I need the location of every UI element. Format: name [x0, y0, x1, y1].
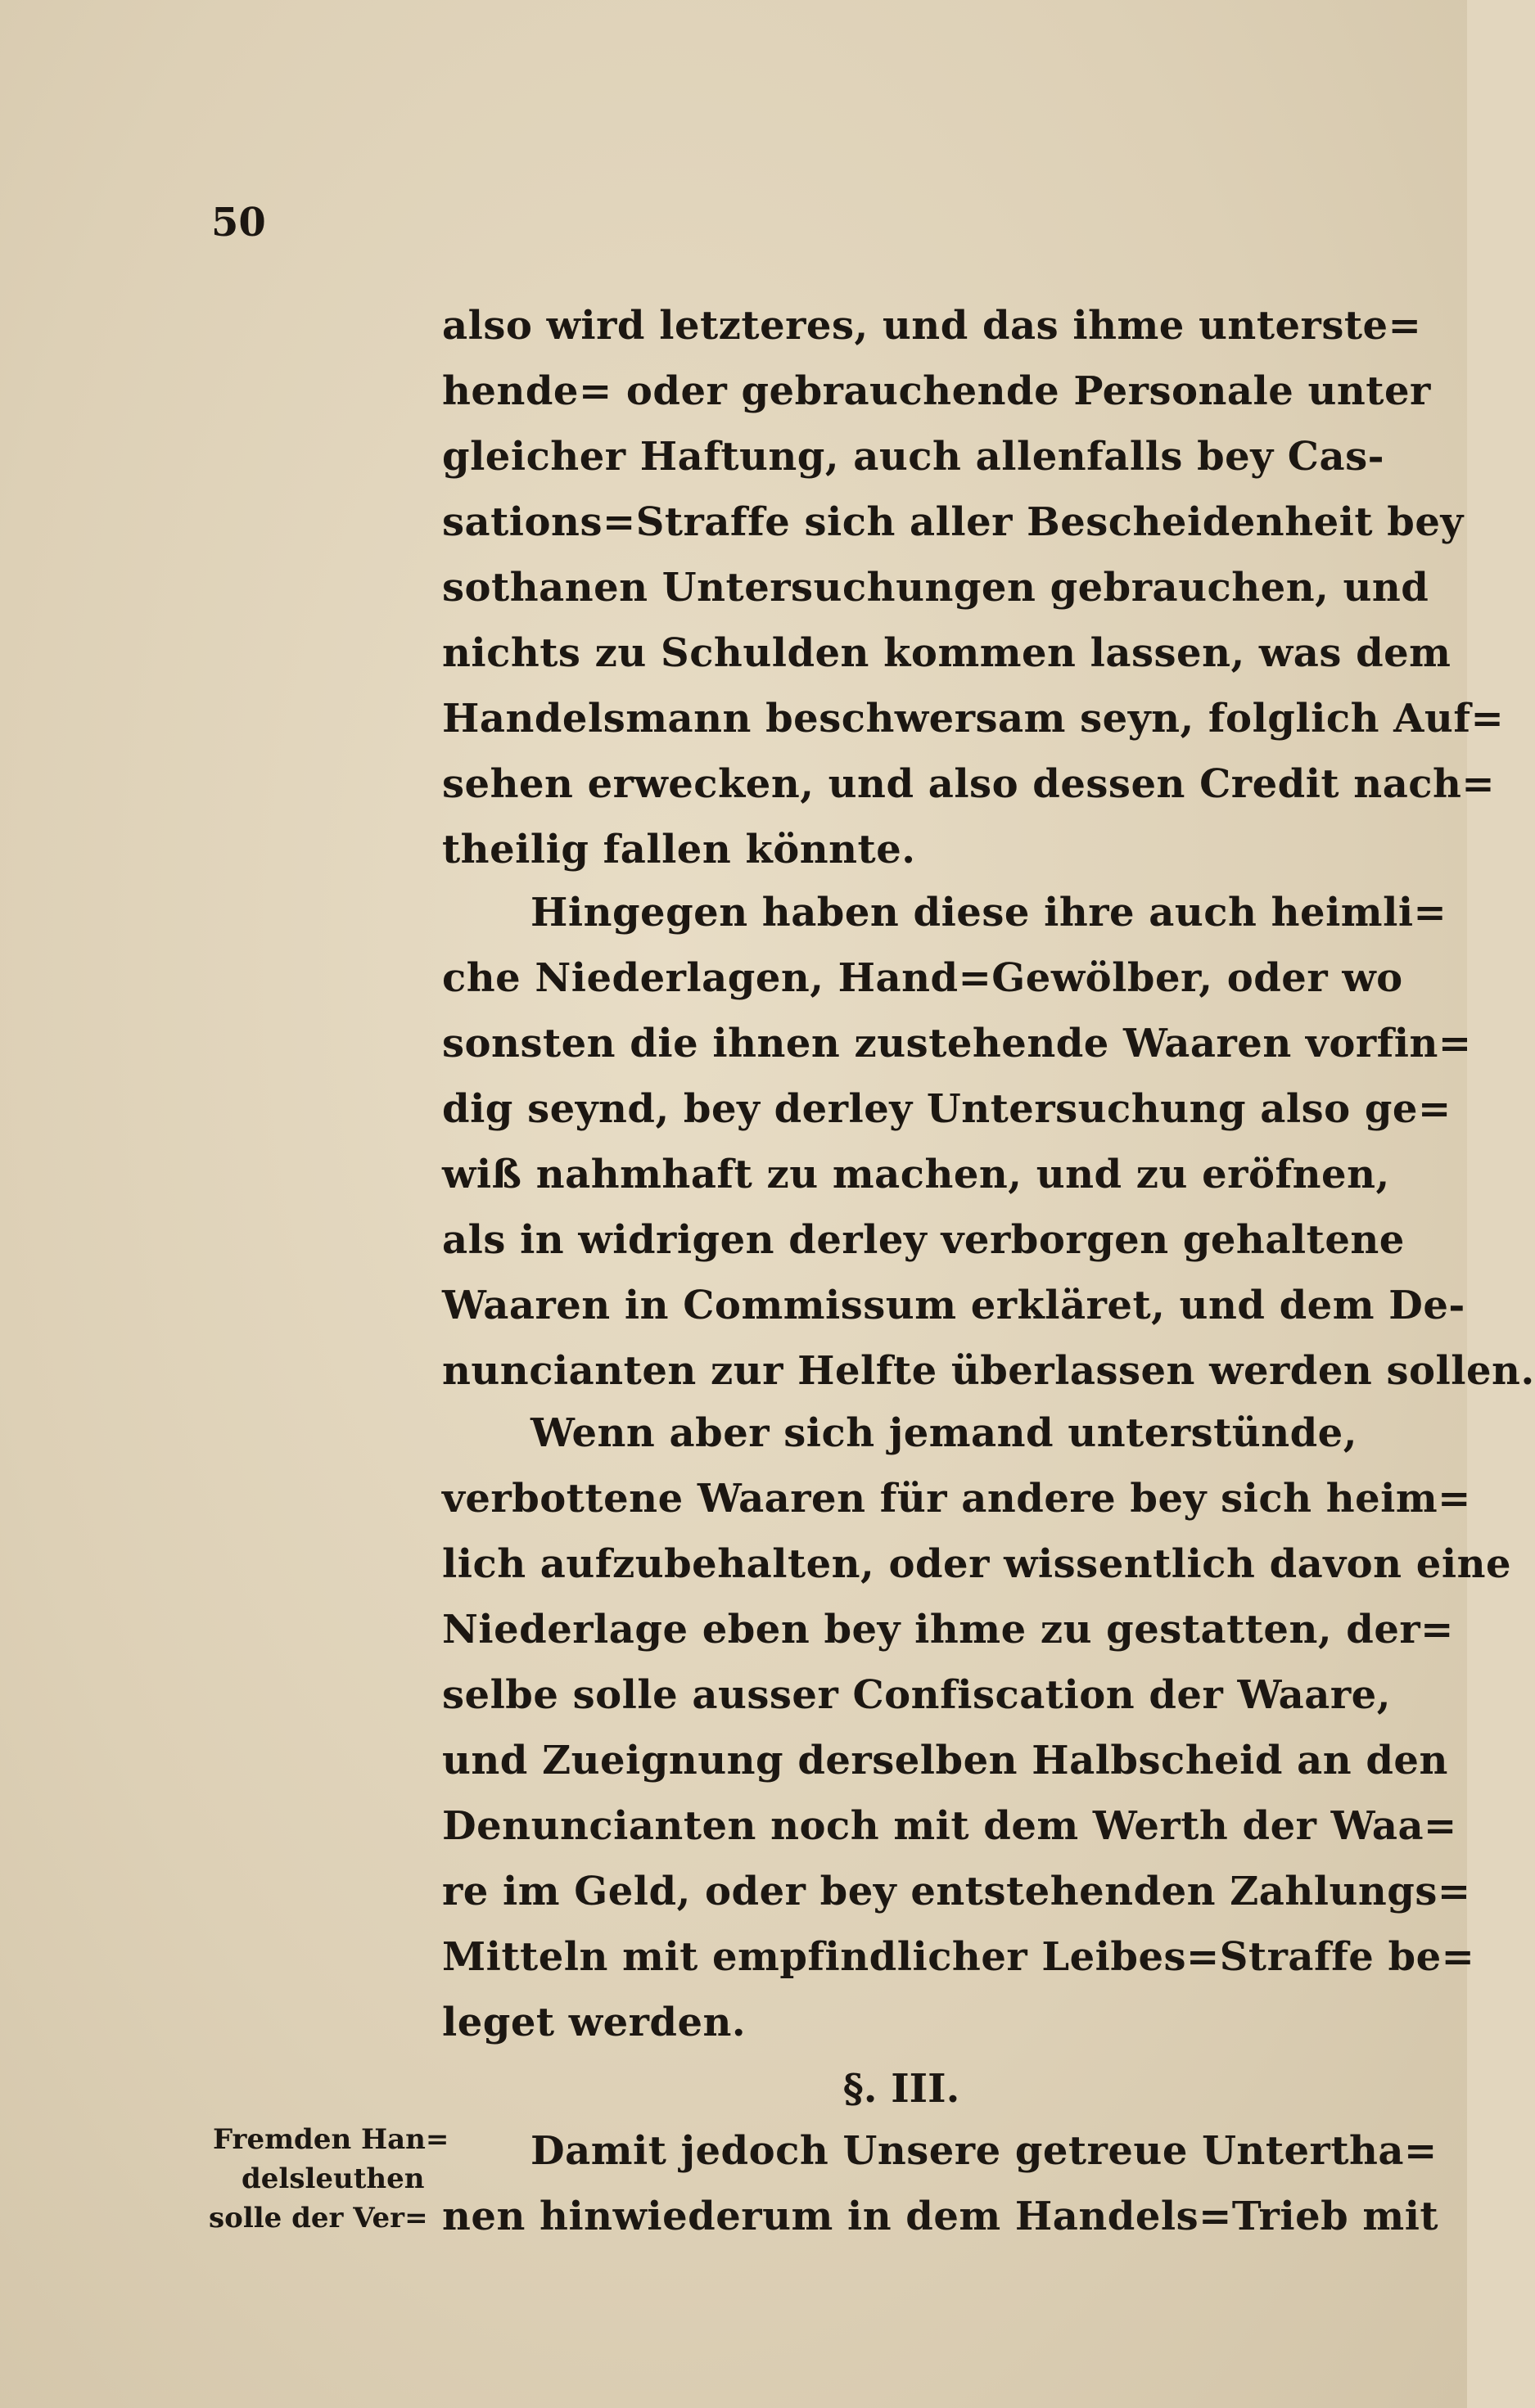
- text-line: Niederlage eben bey ihme zu gestatten, der=: [442, 1607, 1454, 1653]
- paragraph-1: [442, 293, 1505, 882]
- marginal-note-line: solle der Ver=: [209, 2202, 428, 2234]
- text-line: sothanen Untersuchungen gebrauchen, und: [442, 565, 1429, 611]
- text-line: wiß nahmhaft zu machen, und zu eröfnen,: [442, 1152, 1390, 1197]
- text-line: nichts zu Schulden kommen lassen, was dem: [442, 630, 1451, 676]
- text-line: nuncianten zur Helfte überlassen werden sollen.: [442, 1348, 1535, 1394]
- section-heading: §. III.: [842, 2066, 960, 2112]
- text-line: leget werden.: [442, 2000, 747, 2045]
- text-line: theilig fallen könnte.: [442, 827, 916, 873]
- text-line: und Zueignung derselben Halbscheid an den: [442, 1738, 1448, 1783]
- section-paragraph: [442, 2118, 1439, 2249]
- text-line: dig seynd, bey derley Untersuchung also ge=: [442, 1086, 1451, 1132]
- text-line: che Niederlagen, Hand=Gewölber, oder wo: [442, 955, 1403, 1001]
- page-number: 50: [211, 200, 266, 246]
- text-line: selbe solle ausser Confiscation der Waare,: [442, 1672, 1391, 1718]
- paragraph-2: [442, 880, 1535, 1404]
- marginal-note: [205, 2120, 449, 2238]
- text-line: re im Geld, oder bey entstehenden Zahlungs=: [442, 1869, 1471, 1914]
- text-line: Waaren in Commissum erkläret, und dem De-: [442, 1283, 1465, 1328]
- text-line: lich aufzubehalten, oder wissentlich davon eine: [442, 1541, 1511, 1587]
- text-line: Denuncianten noch mit dem Werth der Waa=: [442, 1803, 1457, 1849]
- text-line: Damit jedoch Unsere getreue Untertha=: [530, 2128, 1438, 2174]
- text-line: Wenn aber sich jemand unterstünde,: [530, 1410, 1357, 1456]
- text-line: sonsten die ihnen zustehende Waaren vorfin=: [442, 1021, 1472, 1066]
- text-line: sations=Straffe sich aller Bescheidenheit bey: [442, 499, 1464, 545]
- text-line: sehen erwecken, und also dessen Credit nach=: [442, 761, 1496, 807]
- marginal-note-line: delsleuthen: [242, 2162, 425, 2195]
- text-line: gleicher Haftung, auch allenfalls bey Cas-: [442, 434, 1385, 480]
- text-line: Hingegen haben diese ihre auch heimli=: [530, 890, 1447, 936]
- text-line: also wird letzteres, und das ihme unterste=: [442, 303, 1422, 349]
- text-line: als in widrigen derley verborgen gehaltene: [442, 1217, 1405, 1263]
- text-line: verbottene Waaren für andere bey sich heim=: [442, 1476, 1471, 1522]
- text-line: hende= oder gebrauchende Personale unter: [442, 368, 1431, 414]
- marginal-note-line: Fremden Han=: [213, 2123, 449, 2156]
- text-line: Mitteln mit empfindlicher Leibes=Straffe be=: [442, 1934, 1475, 1980]
- text-line: Handelsmann beschwersam seyn, folglich Auf=: [442, 696, 1505, 742]
- paragraph-3: [442, 1400, 1511, 2055]
- text-line: nen hinwiederum in dem Handels=Trieb mit: [442, 2194, 1439, 2239]
